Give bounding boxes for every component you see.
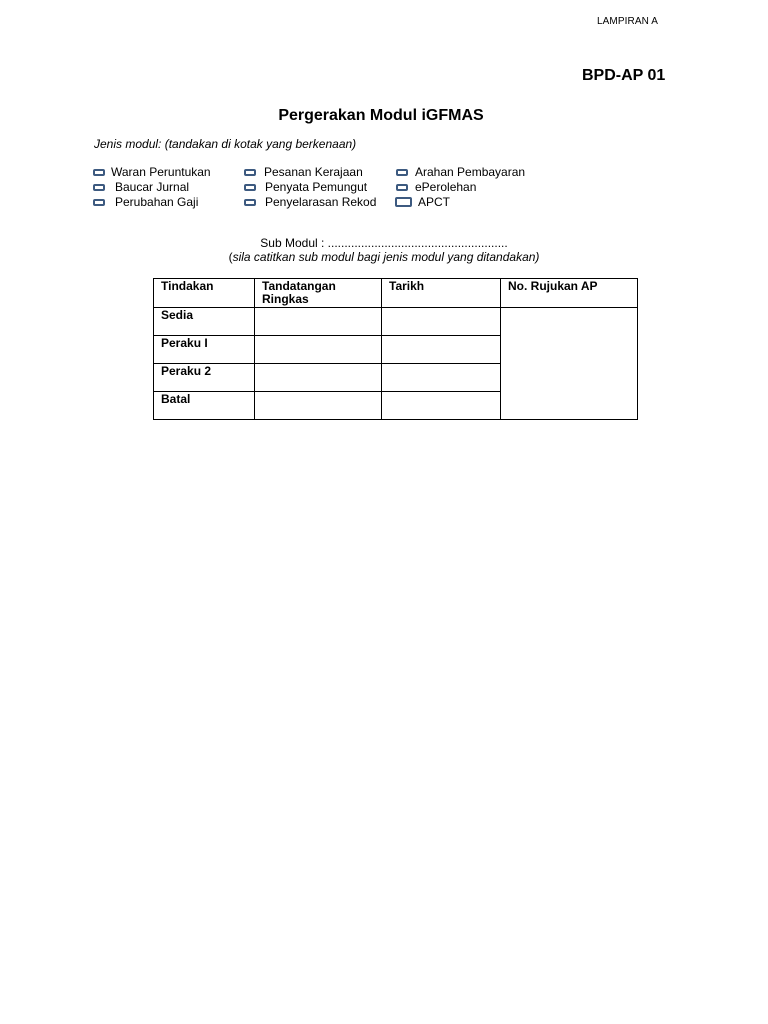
- option-label: Perubahan Gaji: [115, 195, 199, 209]
- table-row: [154, 308, 638, 336]
- option-eperolehan[interactable]: [396, 180, 476, 194]
- page-title-text: Pergerakan Modul iGFMAS: [278, 107, 484, 124]
- submodul-note: [0, 250, 768, 264]
- option-label: ePerolehan: [415, 180, 477, 194]
- cell-tandatangan[interactable]: [255, 392, 382, 420]
- header-tindakan: Tindakan: [154, 279, 255, 308]
- option-baucar-jurnal[interactable]: [93, 180, 189, 194]
- submodul-line: [0, 236, 768, 250]
- row-label-batal: Batal: [154, 392, 255, 420]
- checkbox-icon[interactable]: [244, 169, 256, 176]
- option-label: APCT: [418, 195, 451, 209]
- option-label: Arahan Pembayaran: [415, 165, 526, 179]
- cell-tarikh[interactable]: [382, 392, 501, 420]
- option-label: Penyata Pemungut: [265, 180, 368, 194]
- cell-tandatangan[interactable]: [255, 336, 382, 364]
- option-label: Penyelarasan Rekod: [265, 195, 377, 209]
- checkbox-icon[interactable]: [396, 184, 408, 191]
- row-label-peraku-1: Peraku I: [154, 336, 255, 364]
- submodul-note-text: sila catitkan sub modul bagi jenis modul yang ditandakan): [232, 250, 540, 264]
- checkbox-icon[interactable]: [244, 184, 256, 191]
- approval-table: [153, 278, 638, 420]
- cell-tarikh[interactable]: [382, 364, 501, 392]
- option-penyelarasan-rekod[interactable]: [244, 195, 376, 209]
- header-tandatangan: Tandatangan Ringkas: [255, 279, 382, 308]
- header-no-rujukan: No. Rujukan AP: [501, 279, 638, 308]
- cell-no-rujukan[interactable]: [501, 308, 638, 420]
- option-perubahan-gaji[interactable]: [93, 195, 198, 209]
- cell-tarikh[interactable]: [382, 336, 501, 364]
- option-pesanan-kerajaan[interactable]: [244, 165, 363, 179]
- row-label-peraku-2: Peraku 2: [154, 364, 255, 392]
- checkbox-icon[interactable]: [395, 197, 412, 207]
- table-header-row: [154, 279, 638, 308]
- checkbox-icon[interactable]: [396, 169, 408, 176]
- checkbox-icon[interactable]: [93, 169, 105, 176]
- option-label: Waran Peruntukan: [111, 165, 211, 179]
- checkbox-icon[interactable]: [244, 199, 256, 206]
- checkbox-icon[interactable]: [93, 199, 105, 206]
- option-label: Baucar Jurnal: [115, 180, 190, 194]
- row-label-sedia: Sedia: [154, 308, 255, 336]
- page-title: [0, 107, 768, 125]
- option-arahan-pembayaran[interactable]: [396, 165, 525, 179]
- option-waran-peruntukan[interactable]: [93, 165, 211, 179]
- option-apct[interactable]: [395, 195, 450, 209]
- lampiran-label: LAMPIRAN A: [597, 16, 659, 27]
- instruction-text: Jenis modul: (tandakan di kotak yang berkenaan): [94, 137, 357, 151]
- submodul-note-paren: (: [228, 250, 233, 264]
- form-code: BPD-AP 01: [582, 67, 666, 84]
- option-label: Pesanan Kerajaan: [264, 165, 363, 179]
- option-penyata-pemungut[interactable]: [244, 180, 367, 194]
- checkbox-icon[interactable]: [93, 184, 105, 191]
- cell-tarikh[interactable]: [382, 308, 501, 336]
- cell-tandatangan[interactable]: [255, 364, 382, 392]
- cell-tandatangan[interactable]: [255, 308, 382, 336]
- header-tarikh: Tarikh: [382, 279, 501, 308]
- submodul-label: Sub Modul : ......................................................: [260, 236, 508, 250]
